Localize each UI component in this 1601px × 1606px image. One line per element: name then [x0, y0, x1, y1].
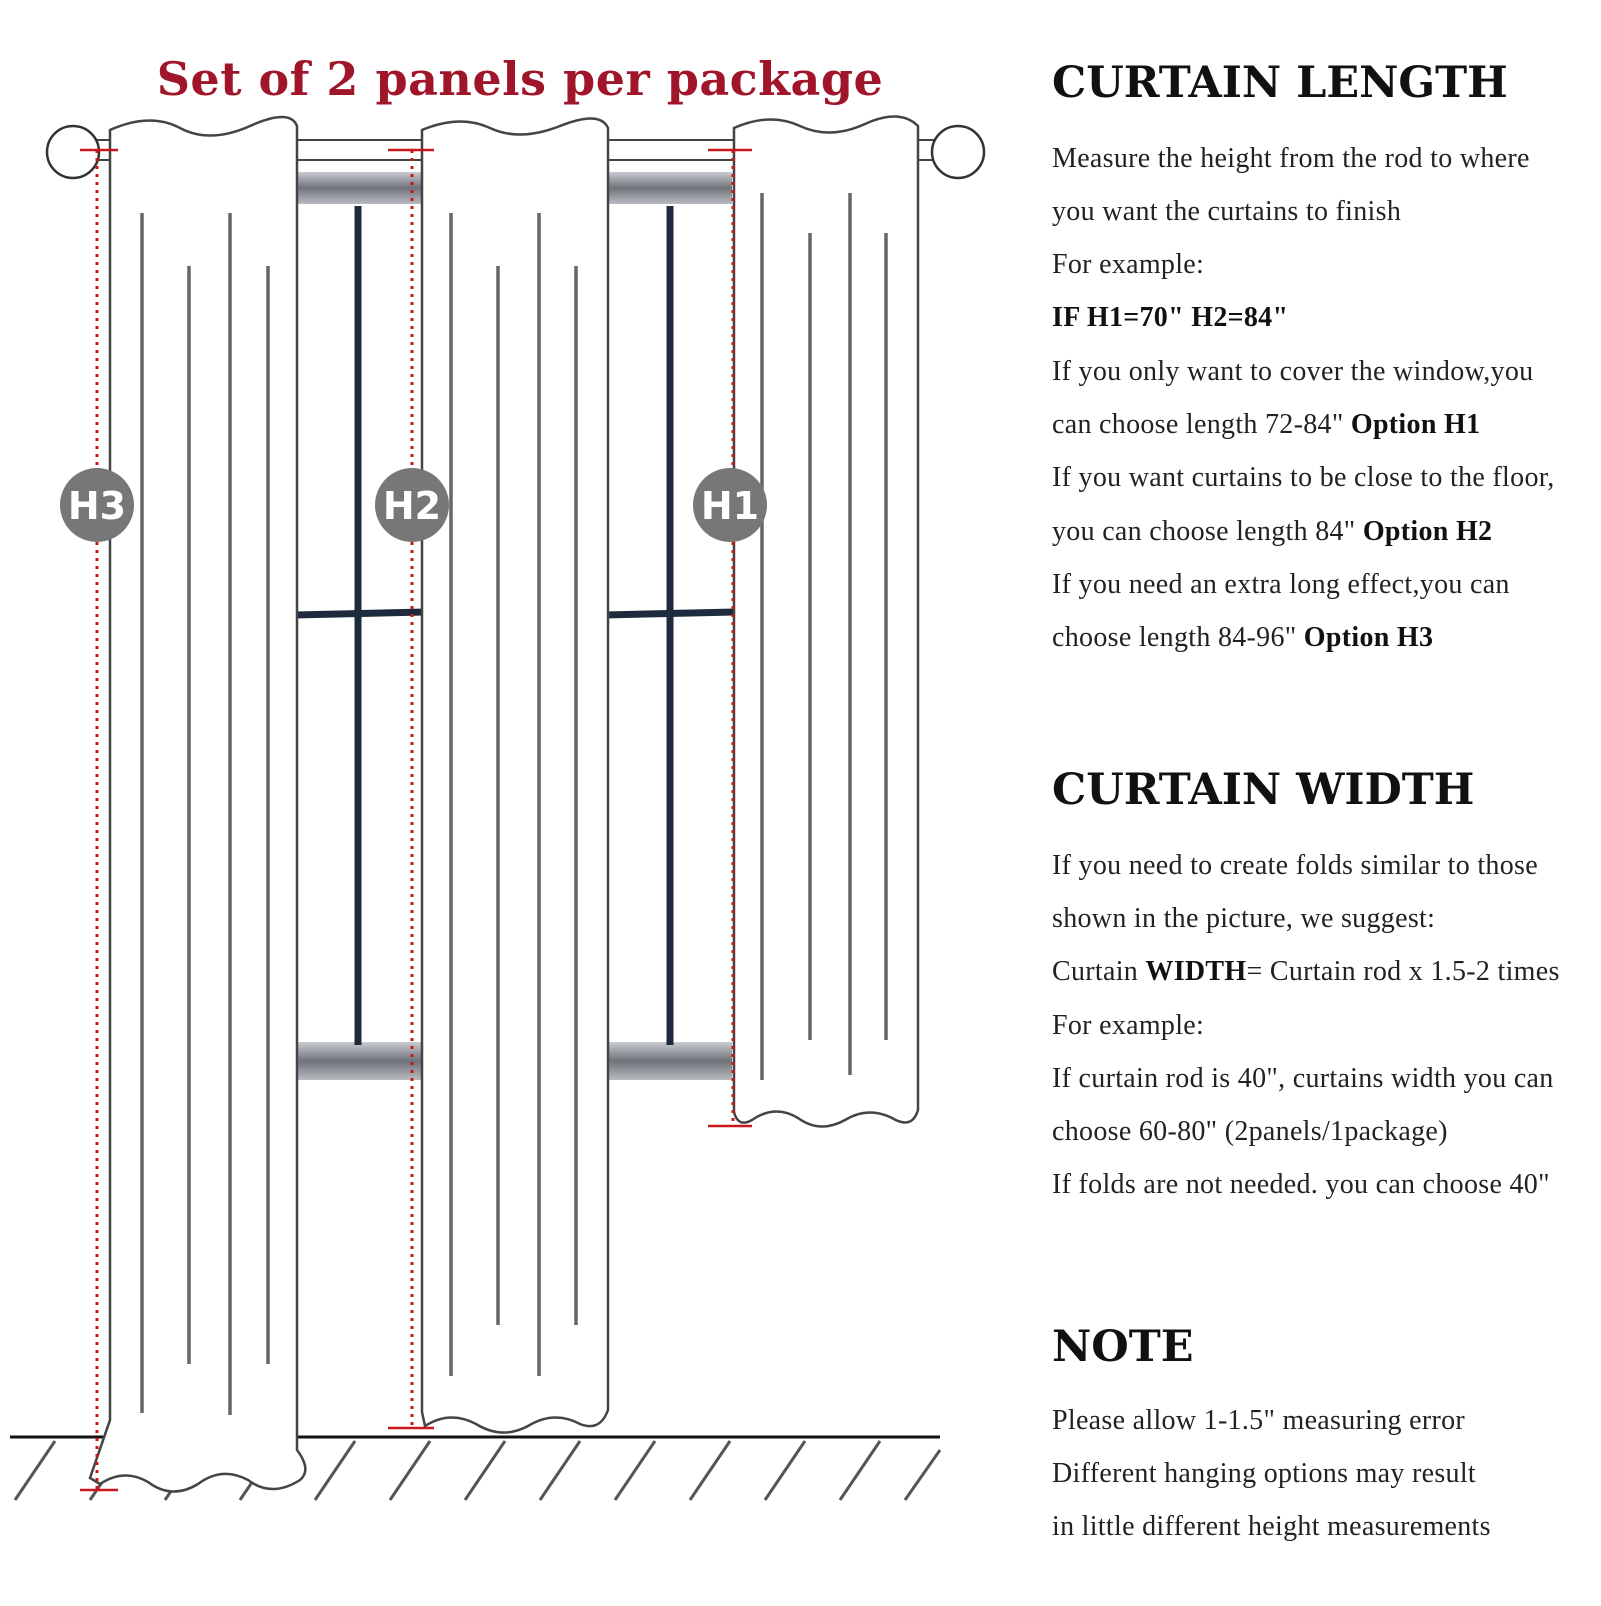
width-line: shown in the picture, we suggest: [1052, 903, 1436, 934]
note-line: Different hanging options may result [1052, 1458, 1476, 1489]
length-line: If you want curtains to be close to the floor, [1052, 462, 1555, 493]
length-line: If you only want to cover the window,you [1052, 356, 1534, 387]
note-heading: NOTE [1052, 1322, 1194, 1372]
badge-h2 [375, 468, 449, 542]
length-option-h1: can choose length 72-84" Option H1 [1052, 409, 1481, 440]
badge-h3 [60, 468, 134, 542]
width-line: For example: [1052, 1010, 1205, 1041]
width-line: If folds are not needed. you can choose 40" [1052, 1169, 1550, 1200]
width-heading: CURTAIN WIDTH [1052, 765, 1475, 815]
badge-h1 [693, 468, 767, 542]
note-line: Please allow 1-1.5" measuring error [1052, 1405, 1466, 1436]
badge-h1-label: H1 [700, 484, 760, 528]
width-line: choose 60-80" (2panels/1package) [1052, 1116, 1448, 1147]
length-line: For example: [1052, 249, 1205, 280]
width-line: If curtain rod is 40", curtains width you can [1052, 1063, 1554, 1094]
badge-h3-label: H3 [67, 484, 127, 528]
instructions-panel [1052, 0, 1601, 1601]
length-line: you want the curtains to finish [1052, 196, 1402, 227]
curtain-panel-short [734, 116, 918, 1126]
length-line: If you need an extra long effect,you can [1052, 569, 1510, 600]
note-line: in little different height measurements [1052, 1511, 1491, 1542]
length-heading: CURTAIN LENGTH [1052, 58, 1508, 108]
length-option-h2: you can choose length 84" Option H2 [1052, 516, 1493, 547]
length-line: Measure the height from the rod to where [1052, 143, 1530, 174]
length-example: IF H1=70" H2=84" [1052, 302, 1289, 333]
width-line: If you need to create folds similar to those [1052, 850, 1538, 881]
width-formula: Curtain WIDTH= Curtain rod x 1.5-2 times [1052, 956, 1560, 987]
package-title: Set of 2 panels per package [156, 52, 884, 106]
curtain-panel-long [90, 117, 305, 1492]
length-option-h3: choose length 84-96" Option H3 [1052, 622, 1434, 653]
badge-h2-label: H2 [382, 484, 442, 528]
curtain-panel-medium [422, 118, 608, 1432]
